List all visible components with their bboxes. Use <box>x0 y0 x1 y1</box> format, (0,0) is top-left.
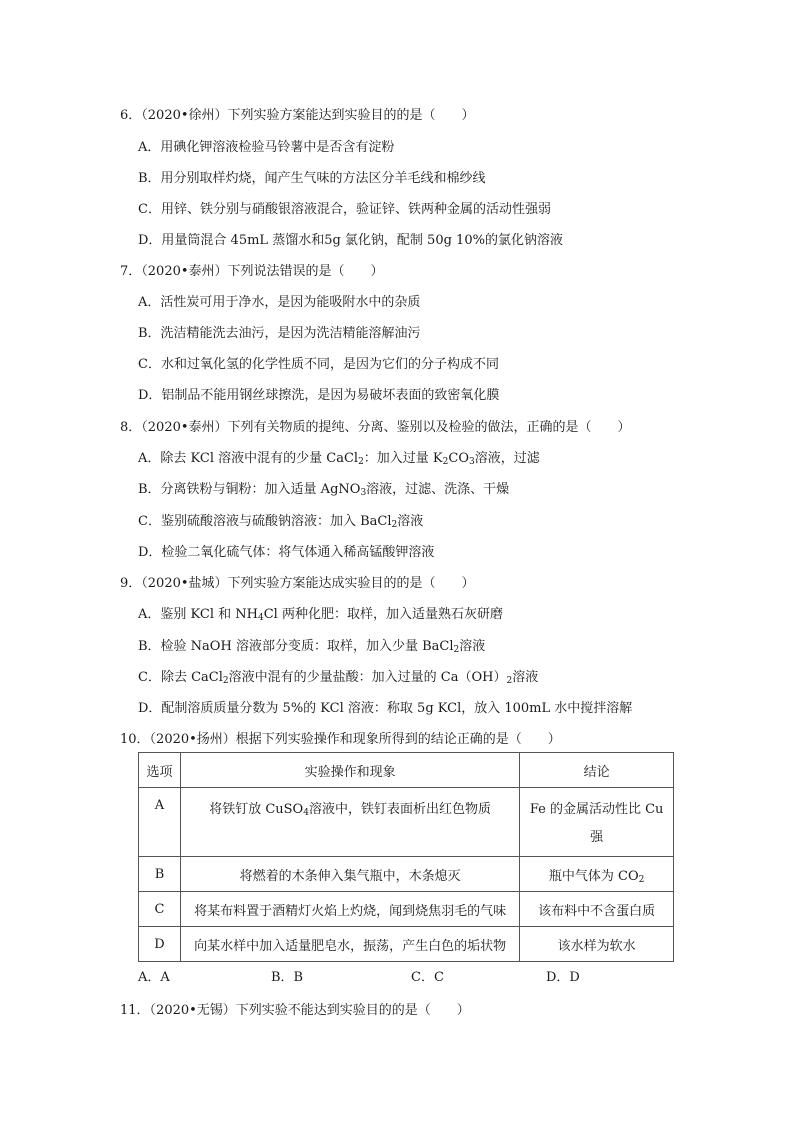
table-row <box>139 927 674 962</box>
table-cell-result: 该水样为软水 <box>520 927 674 962</box>
table-cell-option: D <box>139 927 181 962</box>
question-6-option-b: B．用分别取样灼烧，闻产生气味的方法区分羊毛线和棉纱线 <box>138 171 486 186</box>
question-6-option-a: A．用碘化钾溶液检验马铃薯中是否含有淀粉 <box>138 140 395 155</box>
table-row <box>139 892 674 927</box>
answer-choice-b: B．B <box>271 970 304 985</box>
table-cell-action: 将燃着的木条伸入集气瓶中，木条熄灭 <box>180 857 519 892</box>
question-6-option-c: C．用锌、铁分别与硝酸银溶液混合，验证锌、铁两种金属的活动性强弱 <box>138 202 551 217</box>
table-cell-option: A <box>139 788 181 857</box>
question-8-stem: 8．（2020•泰州）下列有关物质的提纯、分离、鉴别以及检验的做法，正确的是（ ） <box>120 420 631 435</box>
table-cell-action: 将铁钉放 CuSO$_4$溶液中，铁钉表面析出红色物质 <box>180 788 519 857</box>
question-10-stem: 10．（2020•扬州）根据下列实验操作和现象所得到的结论正确的是（ ） <box>120 732 561 747</box>
answer-choice-d: D．D <box>546 970 580 985</box>
question-9-option-c: C．除去 CaCl$_2$溶液中混有的少量盐酸：加入过量的 $Ca(OH)_2$溶液 <box>138 670 539 686</box>
table-row <box>139 857 674 892</box>
question-8-option-b: B．分离铁粉与铜粉：加入适量 AgNO$_3$溶液，过滤、洗涤、干燥 <box>138 482 510 498</box>
question-7-option-d: D．铝制品不能用钢丝球擦洗，是因为易破坏表面的致密氧化膜 <box>138 388 500 403</box>
table-row <box>139 788 674 857</box>
table-cell-option: C <box>139 892 181 927</box>
table-cell-result: 瓶中气体为 $CO_2$ <box>520 857 674 892</box>
question-6-stem: 6．（2020•徐州）下列实验方案能达到实验目的的是（ ） <box>120 108 475 123</box>
question-11-stem: 11．（2020•无锡）下列实验不能达到实验目的的是（ ） <box>120 1003 470 1018</box>
table-header-action: 实验操作和现象 <box>180 753 519 788</box>
question-7-option-b: B．洗洁精能洗去油污，是因为洗洁精能溶解油污 <box>138 326 421 341</box>
answer-choice-a: A．A <box>138 970 170 985</box>
question-8-option-a: A．除去 KCl 溶液中混有的少量 CaCl$_2$：加入过量 $K_2CO_3$溶液，过滤 <box>138 451 540 467</box>
question-7-option-c: C．水和过氧化氢的化学性质不同，是因为它们的分子构成不同 <box>138 357 499 372</box>
table-header-result: 结论 <box>520 753 674 788</box>
table-cell-action: 向某水样中加入适量肥皂水，振荡，产生白色的垢状物 <box>180 927 519 962</box>
table-header-option: 选项 <box>139 753 181 788</box>
question-9-option-b: B．检验 NaOH 溶液部分变质：取样，加入少量 BaCl$_2$溶液 <box>138 639 486 655</box>
question-6-option-d: D．用量筒混合 45mL 蒸馏水和5g 氯化钠，配制 50g 10%的氯化钠溶液 <box>138 233 563 248</box>
question-7-stem: 7．（2020•泰州）下列说法错误的是（ ） <box>120 264 384 279</box>
table-cell-result: 该布料中不含蛋白质 <box>520 892 674 927</box>
question-9-option-d: D．配制溶质质量分数为 5%的 KCl 溶液：称取 5g KCl，放入 100mL 水中搅拌溶解 <box>138 701 633 716</box>
question-8-option-d: D．检验二氧化硫气体：将气体通入稀高锰酸钾溶液 <box>138 545 435 560</box>
experiment-table <box>138 752 674 962</box>
table-cell-result: Fe 的金属活动性比 Cu 强 <box>520 788 674 857</box>
question-9-option-a: A．鉴别 KCl 和 $NH_4Cl$ 两种化肥：取样，加入适量熟石灰研磨 <box>138 607 503 623</box>
question-7-option-a: A．活性炭可用于净水，是因为能吸附水中的杂质 <box>138 295 421 310</box>
table-cell-action: 将某布料置于酒精灯火焰上灼烧，闻到烧焦羽毛的气味 <box>180 892 519 927</box>
table-cell-option: B <box>139 857 181 892</box>
table-header-row <box>139 753 674 788</box>
answer-choice-c: C．C <box>411 970 444 985</box>
question-9-stem: 9．（2020•盐城）下列实验方案能达成实验目的的是（ ） <box>120 576 475 591</box>
question-8-option-c: C．鉴别硫酸溶液与硫酸钠溶液：加入 BaCl$_2$溶液 <box>138 514 424 530</box>
